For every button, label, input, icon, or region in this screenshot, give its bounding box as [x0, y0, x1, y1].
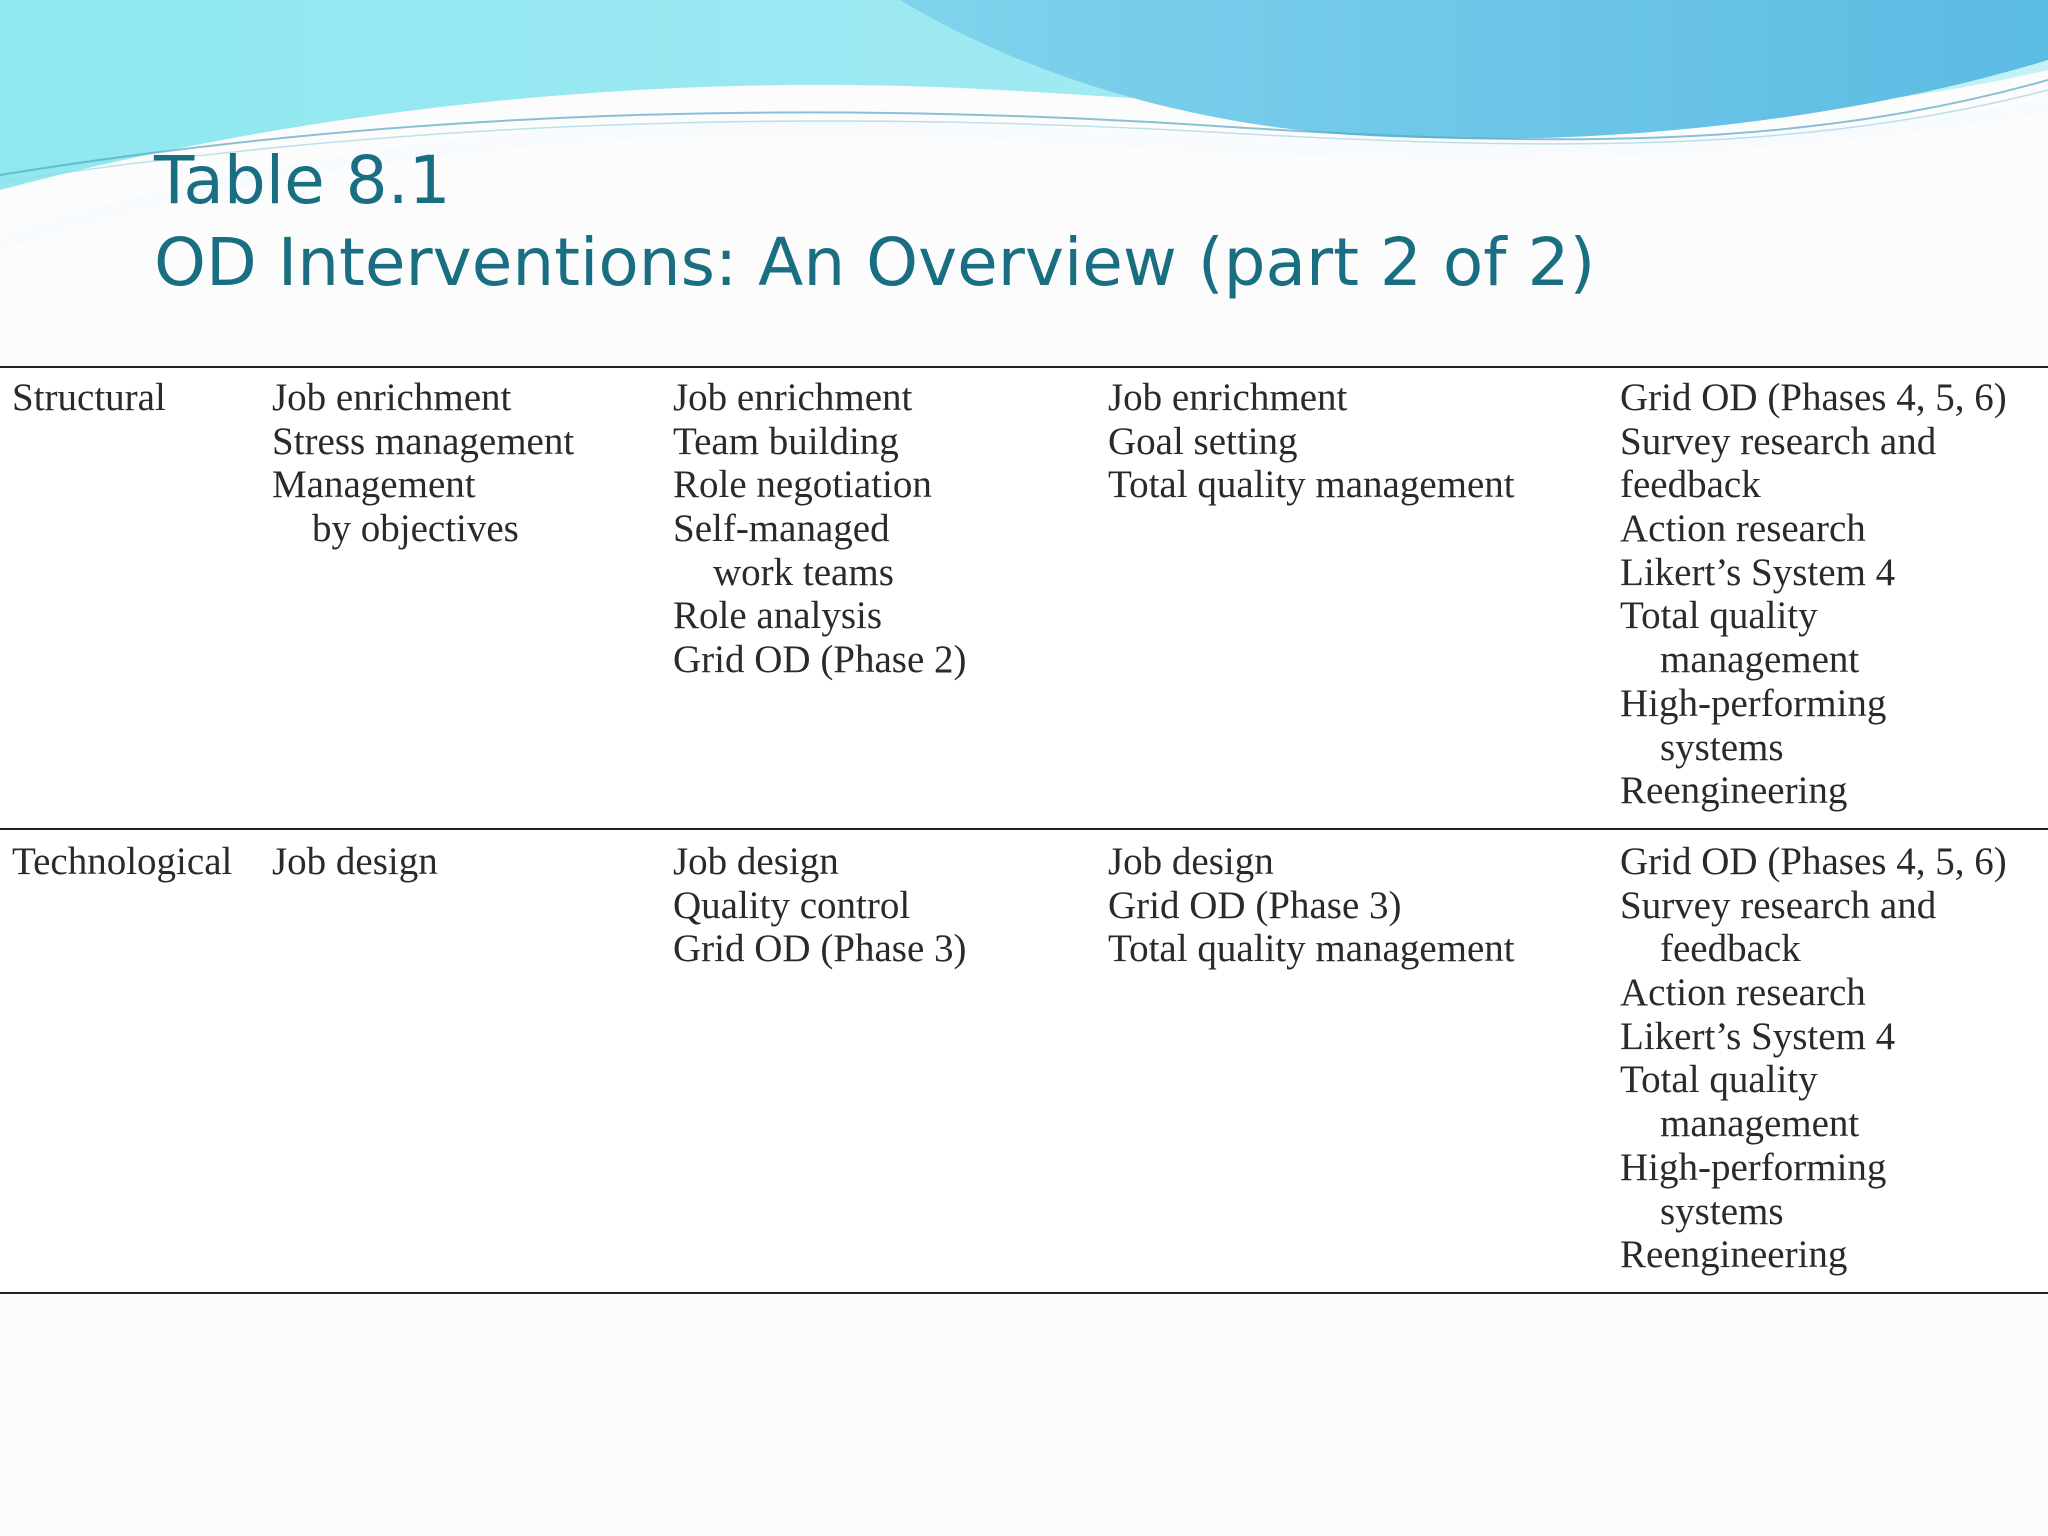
- cell-line: Role analysis: [673, 594, 883, 638]
- cell-line: Grid OD (Phases 4, 5, 6): [1620, 840, 2007, 883]
- cell-line: Job enrichment: [1108, 376, 1348, 419]
- cell-line: Job design: [673, 840, 839, 883]
- table-cell: [1620, 840, 2007, 1277]
- cell-line: Total quality: [1620, 594, 1818, 638]
- cell-line: Management: [272, 463, 476, 507]
- cell-line: management: [1660, 1102, 1860, 1146]
- table-rule-top: [0, 366, 2048, 368]
- cell-line: Job enrichment: [673, 376, 913, 419]
- cell-line: Reengineering: [1620, 1233, 1848, 1277]
- table-cell: [1108, 840, 1515, 971]
- cell-line: Job enrichment: [272, 376, 512, 419]
- cell-line: Self-managed: [673, 507, 890, 551]
- cell-line: Likert’s System 4: [1620, 1014, 1896, 1058]
- cell-line: Grid OD (Phase 2): [673, 638, 967, 682]
- row-category-technological: Technological: [12, 840, 233, 883]
- title-line-2: OD Interventions: An Overview (part 2 of 2): [154, 224, 1596, 301]
- cell-line: Total quality management: [1108, 463, 1515, 507]
- cell-line: Grid OD (Phase 3): [673, 927, 967, 971]
- row-category-structural: Structural: [12, 376, 166, 419]
- cell-line: work teams: [713, 550, 894, 594]
- table-cell: [272, 376, 574, 551]
- cell-line: Stress management: [272, 419, 575, 463]
- slide-title: [154, 140, 1595, 304]
- table-cell: [1108, 376, 1515, 507]
- cell-line: systems: [1660, 725, 1784, 769]
- cell-line: Reengineering: [1620, 769, 1848, 813]
- cell-line: management: [1660, 638, 1860, 682]
- cell-line: High-performing: [1620, 681, 1887, 725]
- table-cell: [272, 840, 438, 884]
- interventions-table: [0, 366, 2048, 1294]
- cell-line: systems: [1660, 1189, 1784, 1233]
- cell-line: Grid OD (Phases 4, 5, 6): [1620, 376, 2007, 419]
- cell-line: feedback: [1660, 927, 1801, 971]
- cell-line: Job design: [272, 840, 438, 883]
- cell-line: Total quality management: [1108, 927, 1515, 971]
- cell-line: Likert’s System 4: [1620, 550, 1896, 594]
- cell-line: Total quality: [1620, 1058, 1818, 1102]
- cell-line: Goal setting: [1108, 419, 1298, 463]
- cell-line: Team building: [673, 419, 899, 463]
- table-cell: [673, 840, 967, 971]
- table-cell: [673, 376, 967, 682]
- cell-line: Quality control: [673, 883, 911, 927]
- cell-line: Action research: [1620, 971, 1866, 1015]
- title-line-1: Table 8.1: [154, 142, 451, 219]
- cell-line: by objectives: [312, 507, 519, 551]
- table-rule-middle: [0, 828, 2048, 830]
- cell-line: Grid OD (Phase 3): [1108, 883, 1402, 927]
- cell-line: Action research: [1620, 507, 1866, 551]
- cell-line: Role negotiation: [673, 463, 932, 507]
- table-cell: [1620, 376, 2007, 813]
- cell-line: feedback: [1620, 463, 1761, 507]
- cell-line: Survey research and: [1620, 419, 1937, 463]
- table-rule-bottom: [0, 1292, 2048, 1294]
- cell-line: Job design: [1108, 840, 1274, 883]
- cell-line: Survey research and: [1620, 883, 1937, 927]
- cell-line: High-performing: [1620, 1145, 1887, 1189]
